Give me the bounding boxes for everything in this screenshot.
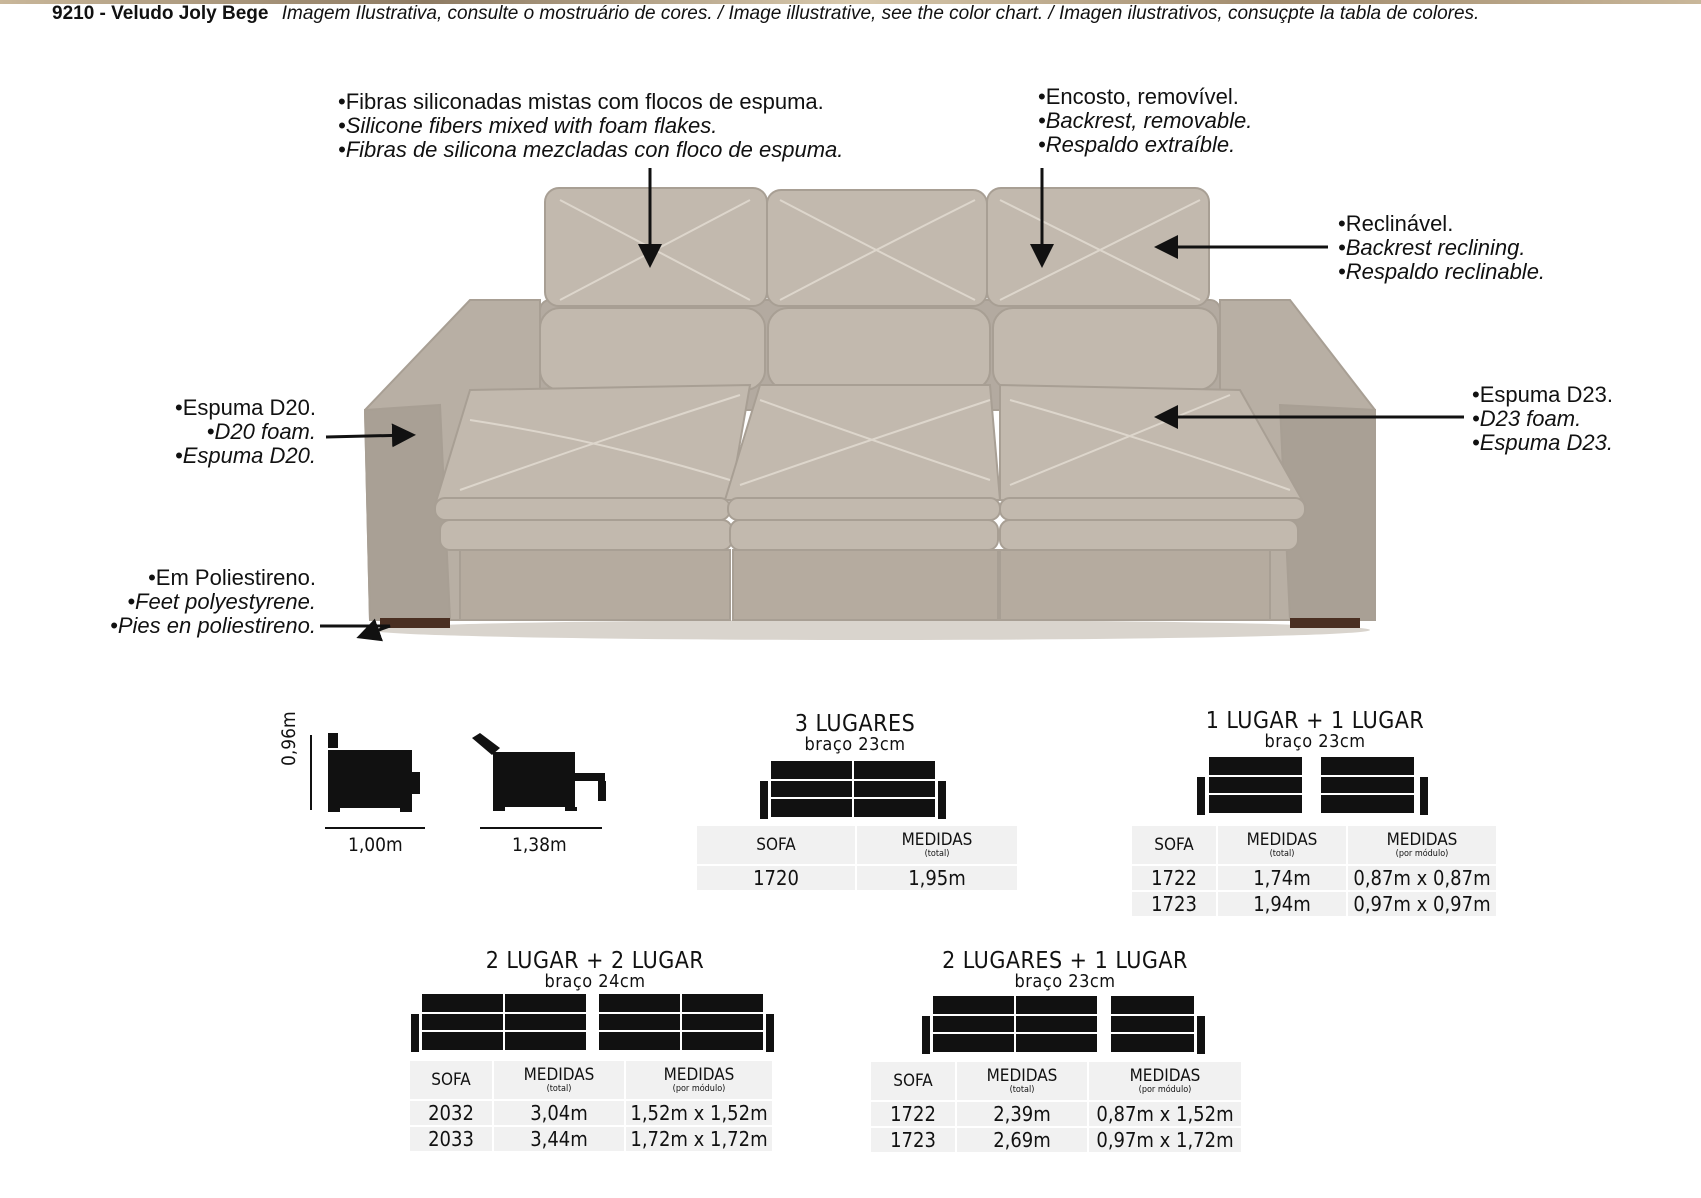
table-2-1-lugar: SOFA MEDIDAS (total) MEDIDAS (por módulo) 1722 2,39m 0,87m x 1,52m 1723 2,69m 0,97m x 1,72m bbox=[869, 1060, 1243, 1154]
title-2-2-lugar: 2 LUGAR + 2 LUGAR braço 24cm bbox=[450, 949, 740, 991]
arm-1-1-lugar: braço 23cm bbox=[1264, 731, 1366, 752]
icon-2-1-lugar bbox=[921, 995, 1206, 1055]
arm-2-2-lugar: braço 24cm bbox=[544, 971, 646, 992]
arrow-feet bbox=[320, 626, 390, 636]
table-row: 1722 1,74m 0,87m x 0,87m bbox=[1132, 866, 1496, 890]
annotation-backrest: •Encosto, removível. •Backrest, removable. •Respaldo extraíble. bbox=[1038, 84, 1253, 157]
sofa-photo bbox=[365, 188, 1375, 640]
arm-2-1-lugar: braço 23cm bbox=[1014, 971, 1116, 992]
icon-2-2-lugar bbox=[410, 993, 775, 1053]
arrow-d20 bbox=[326, 435, 410, 437]
annotation-d23: •Espuma D23. •D23 foam. •Espuma D23. bbox=[1472, 382, 1613, 455]
icon-1-1-lugar bbox=[1196, 756, 1429, 816]
illustrative-note: Imagem Ilustrativa, consulte o mostruário de cores. / Image illustrative, see the color chart. / Imagen ilustrativos, consuçpte la tabla de colores. bbox=[281, 3, 1480, 24]
title-1-1-lugar: 1 LUGAR + 1 LUGAR braço 23cm bbox=[1170, 709, 1460, 751]
side-profile-icons bbox=[311, 733, 606, 828]
depth-reclined-dimension: 1,38m bbox=[512, 834, 567, 856]
depth-dimension: 1,00m bbox=[348, 834, 403, 856]
table-row: 1722 2,39m 0,87m x 1,52m bbox=[871, 1102, 1241, 1126]
table-row: 1723 2,69m 0,97m x 1,72m bbox=[871, 1128, 1241, 1152]
title-2-1-lugar: 2 LUGARES + 1 LUGAR braço 23cm bbox=[915, 949, 1215, 991]
table-2-2-lugar: SOFA MEDIDAS (total) MEDIDAS (por módulo) 2032 3,04m 1,52m x 1,52m 2033 3,44m 1,72m x 1,72m bbox=[408, 1059, 774, 1153]
table-row: 1723 1,94m 0,97m x 0,97m bbox=[1132, 892, 1496, 916]
annotation-recline: •Reclinável. •Backrest reclining. •Respaldo reclinable. bbox=[1338, 211, 1546, 284]
table-row: 1720 1,95m bbox=[697, 866, 1017, 890]
table-row: 2032 3,04m 1,52m x 1,52m bbox=[410, 1101, 772, 1125]
annotation-d20: •Espuma D20. •D20 foam. •Espuma D20. bbox=[175, 395, 316, 468]
title-3-lugares: 3 LUGARES braço 23cm bbox=[730, 712, 980, 754]
annotation-fibers: •Fibras siliconadas mistas com flocos de espuma. •Silicone fibers mixed with foam flakes. •Fibras de silicona mezcladas con floco de espuma. bbox=[338, 89, 844, 162]
annotation-feet: •Em Poliestireno. •Feet polyestyrene. •Pies en poliestireno. bbox=[110, 565, 316, 638]
table-1-1-lugar: SOFA MEDIDAS (total) MEDIDAS (por módulo) 1722 1,74m 0,87m x 0,87m 1723 1,94m 0,97m x 0,97m bbox=[1130, 824, 1498, 918]
table-row: 2033 3,44m 1,72m x 1,72m bbox=[410, 1127, 772, 1151]
table-3-lugares: SOFA MEDIDAS (total) 1720 1,95m bbox=[695, 824, 1019, 892]
height-dimension: 0,96m bbox=[278, 711, 300, 766]
icon-3-lugares bbox=[759, 760, 947, 820]
product-code: 9210 - Veludo Joly Bege bbox=[52, 3, 269, 24]
arm-3-lugares: braço 23cm bbox=[804, 734, 906, 755]
